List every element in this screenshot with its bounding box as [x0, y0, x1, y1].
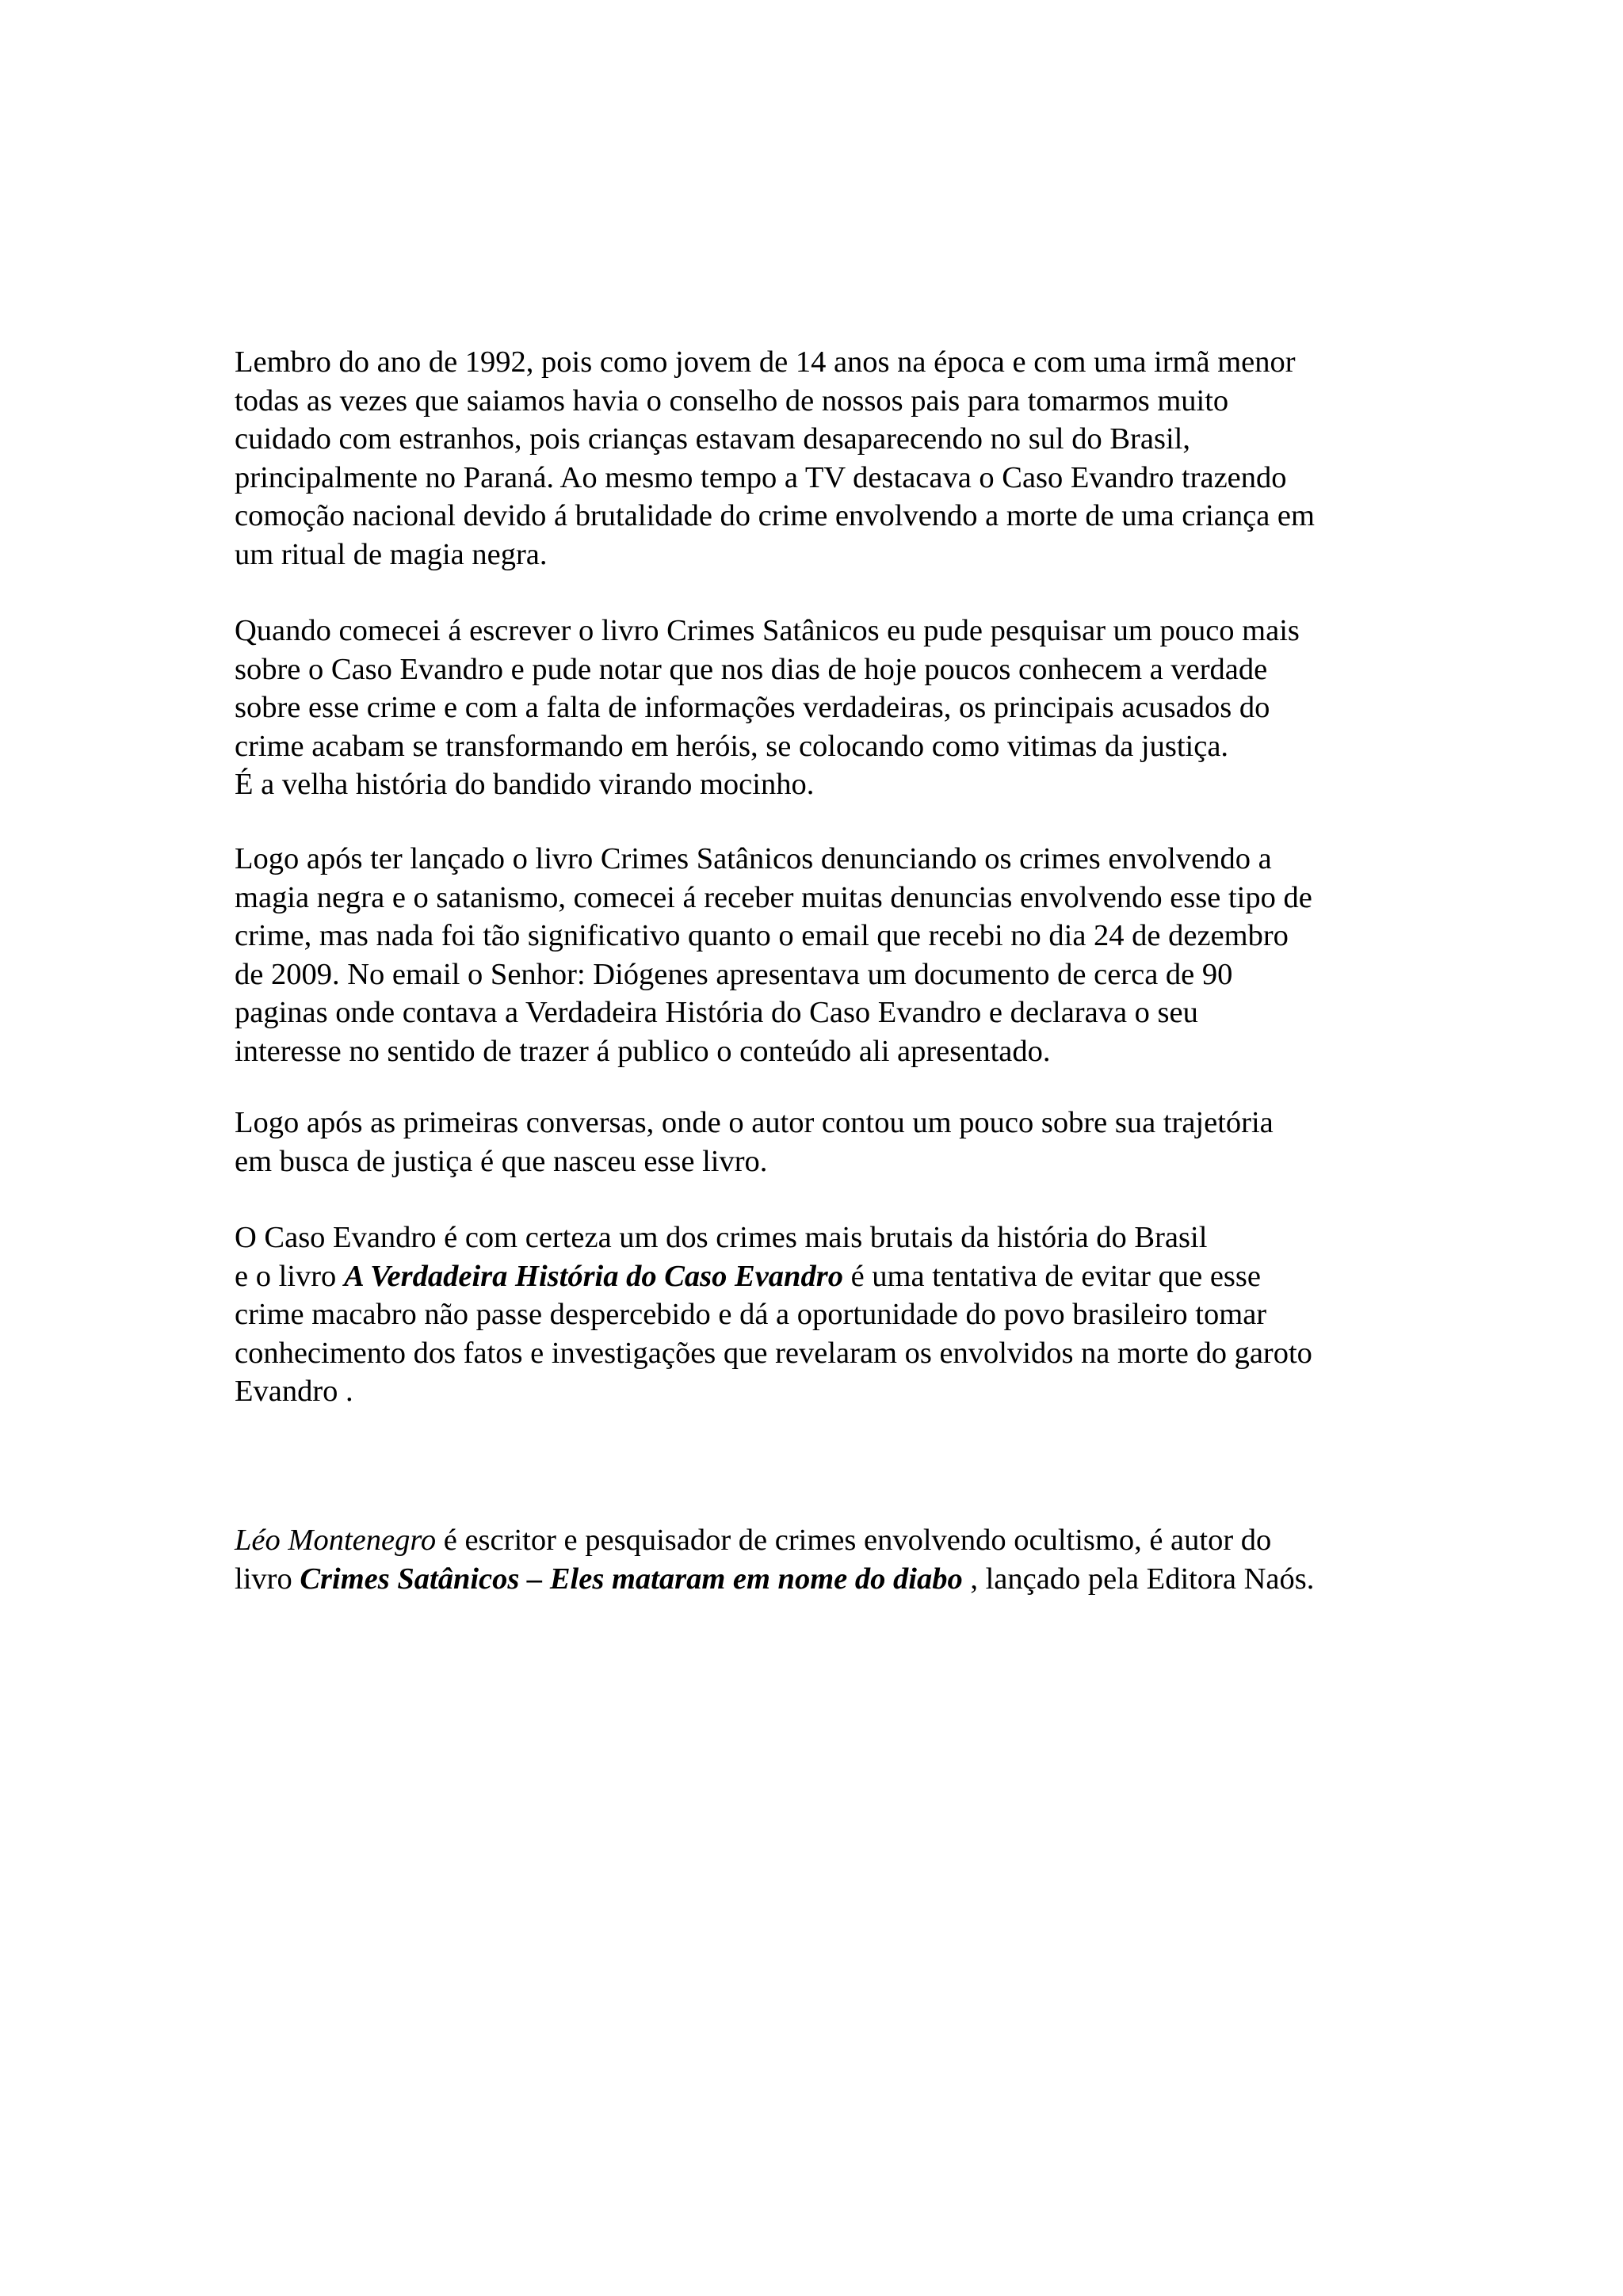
text-line: sobre esse crime e com a falta de informações verdadeiras, os principais acusados do — [235, 691, 1270, 724]
text-segment: livro — [235, 1562, 300, 1596]
text-line: crime acabam se transformando em heróis, se colocando como vitimas da justiça. — [235, 729, 1229, 763]
text-line: conhecimento dos fatos e investigações que revelaram os envolvidos na morte do garoto — [235, 1336, 1312, 1370]
text-line — [235, 1257, 1423, 1296]
text-line: comoção nacional devido á brutalidade do crime envolvendo a morte de uma criança em — [235, 499, 1315, 532]
text-line: um ritual de magia negra. — [235, 537, 548, 571]
book-title-verdadeira-historia: A Verdadeira História do Caso Evandro — [343, 1259, 843, 1293]
text-line: interesse no sentido de trazer á publico o conteúdo ali apresentado. — [235, 1034, 1051, 1068]
text-line: É a velha história do bandido virando mocinho. — [235, 768, 815, 801]
author-name: Léo Montenegro — [235, 1524, 437, 1557]
text-line: crime macabro não passe despercebido e dá a oportunidade do povo brasileiro tomar — [235, 1298, 1267, 1331]
book-title-crimes-satanicos: Crimes Satânicos – Eles mataram em nome do diabo — [300, 1562, 963, 1596]
paragraph-1992-memory — [235, 343, 1423, 574]
text-line — [235, 1521, 1423, 1560]
text-line: magia negra e o satanismo, comecei á receber muitas denuncias envolvendo esse tipo de — [235, 880, 1312, 914]
text-line: Lembro do ano de 1992, pois como jovem de 14 anos na época e com uma irmã menor — [235, 345, 1296, 379]
text-segment: , lançado pela Editora Naós. — [962, 1562, 1315, 1596]
text-segment: é uma tentativa de evitar que esse — [842, 1259, 1261, 1293]
text-line: todas as vezes que saiamos havia o conselho de nossos pais para tomarmos muito — [235, 383, 1229, 418]
text-segment: é escritor e pesquisador de crimes envolvendo ocultismo, é autor do — [436, 1524, 1272, 1557]
text-line: paginas onde contava a Verdadeira História do Caso Evandro e declarava o seu — [235, 996, 1198, 1029]
text-segment: e o livro — [235, 1259, 344, 1293]
text-line: Evandro . — [235, 1375, 353, 1408]
text-line: em busca de justiça é que nasceu esse livro. — [235, 1144, 768, 1178]
text-line: de 2009. No email o Senhor: Diógenes apresentava um documento de cerca de 90 — [235, 957, 1233, 991]
text-line: cuidado com estranhos, pois crianças estavam desaparecendo no sul do Brasil, — [235, 422, 1190, 456]
paragraph-email-diogenes — [235, 840, 1423, 1070]
text-line: Quando comecei á escrever o livro Crimes Satânicos eu pude pesquisar um pouco mais — [235, 614, 1300, 647]
text-line: O Caso Evandro é com certeza um dos crimes mais brutais da história do Brasil — [235, 1221, 1208, 1254]
text-line: Logo após as primeiras conversas, onde o autor contou um pouco sobre sua trajetória — [235, 1106, 1274, 1139]
text-line: sobre o Caso Evandro e pude notar que nos dias de hoje poucos conhecem a verdade — [235, 652, 1268, 686]
paragraph-first-conversations — [235, 1104, 1423, 1180]
text-line: principalmente no Paraná. Ao mesmo tempo a TV destacava o Caso Evandro trazendo — [235, 460, 1287, 494]
text-line — [235, 1560, 1423, 1599]
paragraph-book-purpose — [235, 1219, 1423, 1411]
text-line: crime, mas nada foi tão significativo quanto o email que recebi no dia 24 de dezembro — [235, 919, 1289, 952]
text-line: Logo após ter lançado o livro Crimes Satânicos denunciando os crimes envolvendo a — [235, 842, 1272, 875]
paragraph-crimes-satanicos-research — [235, 612, 1423, 804]
author-note — [235, 1521, 1423, 1598]
